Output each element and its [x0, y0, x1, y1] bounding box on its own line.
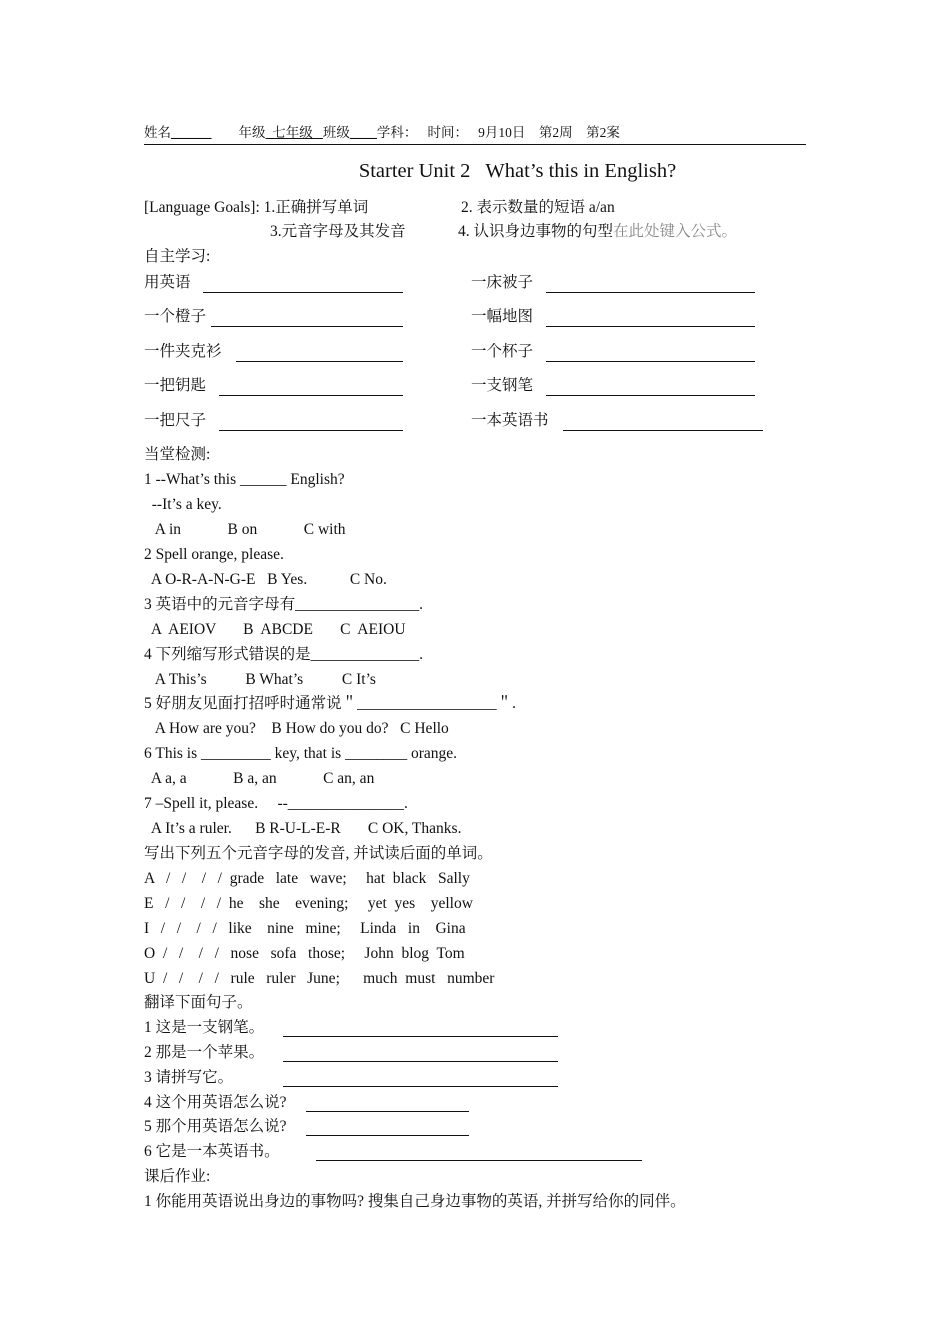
homework-item: 1 你能用英语说出身边的事物吗? 搜集自己身边事物的英语, 并拼写给你的同伴。 [144, 1193, 686, 1210]
page-title: Starter Unit 2 What’s this in English? [358, 160, 677, 182]
vocab-answer-blank[interactable] [219, 416, 403, 431]
translate-answer-blank[interactable] [316, 1146, 642, 1161]
vocab-item: 一本英语书 [471, 412, 549, 429]
vowel-row: I / / / / like nine mine; Linda in Gina [144, 920, 466, 937]
self-study-heading: 自主学习: [144, 248, 211, 265]
vocab-item: 一床被子 [471, 274, 534, 291]
goals-label: [Language Goals]: [144, 199, 260, 216]
lesson-value: 第2案 [586, 125, 620, 140]
translate-item: 5 那个用英语怎么说? [144, 1118, 287, 1135]
quiz-line: 3 英语中的元音字母有________________. [144, 596, 424, 613]
vowel-row: A / / / / grade late wave; hat black Sally [144, 870, 470, 887]
quiz-line: A How are you? B How do you do? C Hello [144, 720, 449, 737]
vocab-item: 一幅地图 [471, 308, 534, 325]
translate-item: 6 它是一本英语书。 [144, 1143, 280, 1160]
vocab-answer-blank[interactable] [219, 381, 403, 396]
date-value: 9月10日 [478, 125, 526, 140]
vowel-row: E / / / / he she evening; yet yes yellow [144, 895, 473, 912]
check-heading: 当堂检测: [144, 446, 211, 463]
translate-item: 4 这个用英语怎么说? [144, 1094, 287, 1111]
goals-line-2b [458, 222, 737, 242]
vocab-item: 用英语 [144, 274, 191, 291]
homework-heading: 课后作业: [144, 1168, 211, 1185]
vocab-answer-blank[interactable] [203, 278, 403, 293]
goals-line-1 [144, 198, 368, 218]
time-label: 时间： [427, 125, 468, 140]
vocab-answer-blank[interactable] [546, 347, 755, 362]
vocab-item: 一件夹克衫 [144, 343, 222, 360]
translate-answer-blank[interactable] [283, 1072, 558, 1087]
week-value: 第2周 [538, 125, 573, 140]
translate-answer-blank[interactable] [306, 1097, 469, 1112]
goal-1: 1.正确拼写单词 [263, 199, 369, 216]
quiz-line: 5 好朋友见面打招呼时通常说＂__________________＂. [144, 695, 517, 712]
translate-answer-blank[interactable] [283, 1022, 558, 1037]
vocab-answer-blank[interactable] [236, 347, 403, 362]
quiz-line: 6 This is _________ key, that is ________ orange. [144, 745, 457, 762]
vocab-item: 一把钥匙 [144, 377, 207, 394]
subject-label: 学科： [376, 125, 418, 140]
quiz-line: A This’s B What’s C It’s [144, 671, 376, 688]
quiz-line: --It’s a key. [144, 496, 222, 513]
vocab-item: 一把尺子 [144, 412, 207, 429]
vowel-row: O / / / / nose sofa those; John blog Tom [144, 945, 465, 962]
quiz-line: A It’s a ruler. B R-U-L-E-R C OK, Thanks. [144, 820, 462, 837]
vocab-answer-blank[interactable] [546, 278, 755, 293]
grade-label: 年级 [238, 125, 266, 140]
vowel-row: U / / / / rule ruler June; much must number [144, 970, 495, 987]
translate-answer-blank[interactable] [283, 1047, 558, 1062]
grade-value: 七年级 [265, 125, 323, 140]
header-info-line [144, 124, 806, 145]
vocab-item: 一个杯子 [471, 343, 534, 360]
quiz-line: 2 Spell orange, please. [144, 546, 284, 563]
quiz-line: 7 –Spell it, please. --_______________. [144, 795, 408, 812]
quiz-line: 1 --What’s this ______ English? [144, 471, 345, 488]
translate-item: 3 请拼写它。 [144, 1069, 234, 1086]
goal-4: 4. 认识身边事物的句型 [458, 223, 614, 240]
goal-2: 2. 表示数量的短语 a/an [461, 199, 615, 216]
name-blank: ______ [171, 125, 212, 140]
quiz-line: A a, a B a, an C an, an [144, 770, 375, 787]
vowels-heading: 写出下列五个元音字母的发音, 并试读后面的单词。 [144, 845, 493, 862]
vocab-answer-blank[interactable] [563, 416, 763, 431]
vocab-answer-blank[interactable] [546, 312, 755, 327]
quiz-line: A AEIOV B ABCDE C AEIOU [144, 621, 406, 638]
vocab-answer-blank[interactable] [546, 381, 755, 396]
quiz-line: 4 下列缩写形式错误的是______________. [144, 646, 424, 663]
goal-3: 3.元音字母及其发音 [270, 223, 406, 240]
vocab-answer-blank[interactable] [211, 312, 403, 327]
vocab-item: 一支钢笔 [471, 377, 534, 394]
class-blank: ____ [349, 125, 377, 140]
translate-answer-blank[interactable] [306, 1121, 469, 1136]
quiz-line: A O-R-A-N-G-E B Yes. C No. [144, 571, 387, 588]
name-label: 姓名 [144, 125, 171, 140]
class-label: 班级 [322, 125, 350, 140]
translate-item: 2 那是一个苹果。 [144, 1044, 265, 1061]
translate-heading: 翻译下面句子。 [144, 994, 253, 1011]
vocab-item: 一个橙子 [144, 308, 207, 325]
translate-item: 1 这是一支钢笔。 [144, 1019, 265, 1036]
quiz-line: A in B on C with [144, 521, 346, 538]
formula-placeholder[interactable]: 在此处键入公式。 [613, 223, 738, 240]
